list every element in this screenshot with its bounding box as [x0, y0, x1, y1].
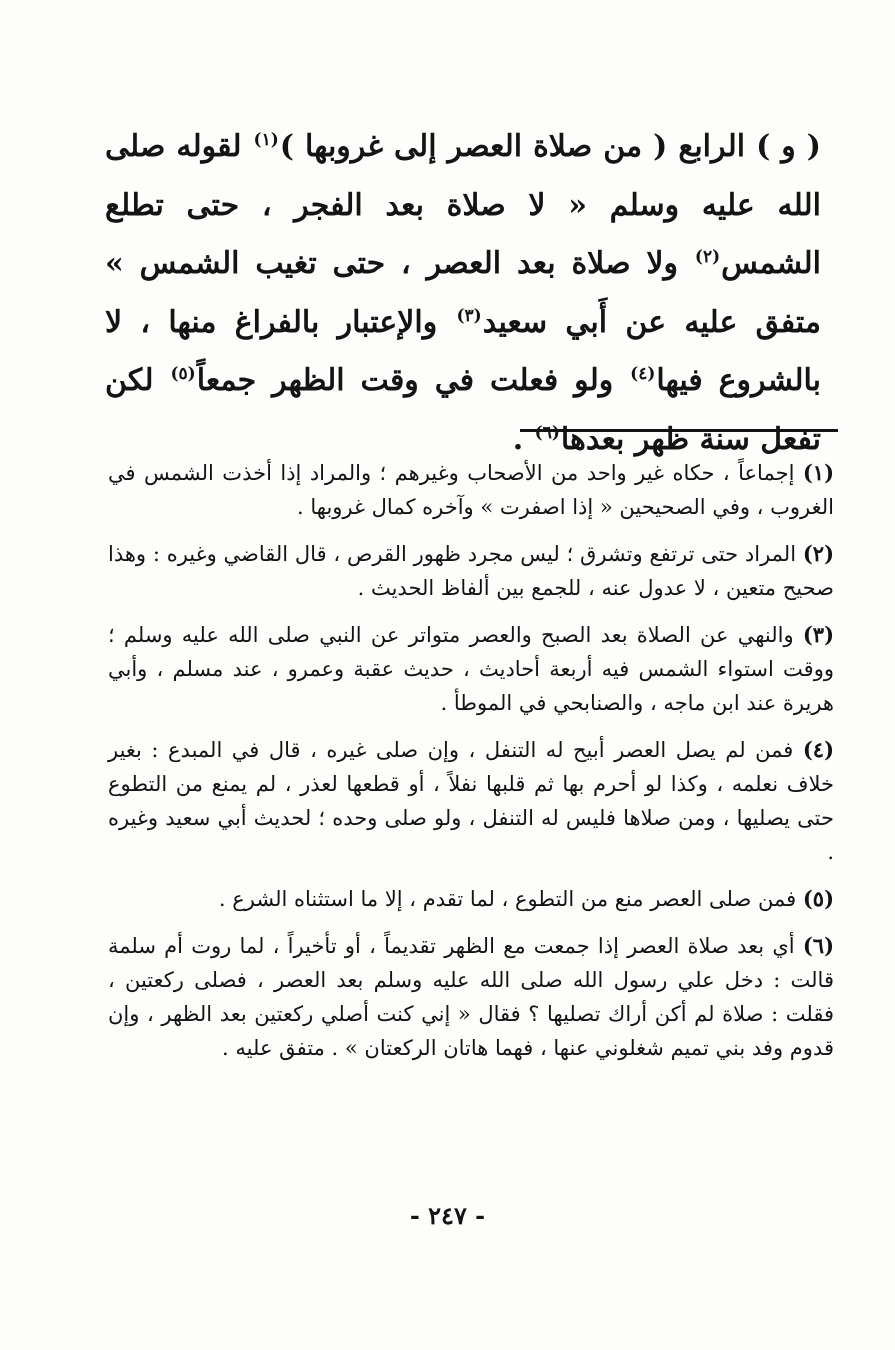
- footnote-text: أي بعد صلاة العصر إذا جمعت مع الظهر تقديماً ، أو تأخيراً ، لما روت أم سلمة قالت : دخل علي رسول الله صلى الله عليه وسلم بعد العصر ، فصلى ركعتين ، فقلت : صلاة لم أكن أراك تصليها ؟ فقال « إني كنت أصلي ركعتين بعد الظهر ، وإن قدوم وفد بني تميم شغلوني عنها ، فهما هاتان الركعتان » . متفق عليه .: [108, 934, 834, 1060]
- main-text-segment: ولو فعلت في وقت الظهر جمعاً: [196, 363, 630, 398]
- footnote-number: (٢): [802, 541, 834, 566]
- footnote-text: والنهي عن الصلاة بعد الصبح والعصر متواتر عن النبي صلى الله عليه وسلم ؛ ووقت استواء الشمس فيه أربعة أحاديث ، حديث عقبة وعمرو ، عند مسلم ، وأبي هريرة عند ابن ماجه ، والصنابحي في الموطأ .: [108, 623, 834, 715]
- footnote-text: فمن لم يصل العصر أبيح له التنفل ، وإن صلى غيره ، قال في المبدع : بغير خلاف نعلمه ، وكذا لو أحرم بها ثم قلبها نفلاً ، أو قطعها لعذر ، لم يمنع من التطوع حتى يصليها ، ومن صلاها فليس له التنفل ، ولو صلى وحده ؛ لحديث أبي سعيد وغيره .: [108, 738, 834, 864]
- footnote-ref-3: (٣): [456, 305, 482, 326]
- footnote-6: [108, 929, 834, 1065]
- footnote-number: (١): [802, 460, 834, 485]
- main-text-segment: لقوله صلى الله عليه وسلم « لا صلاة بعد الفجر ، حتى تطلع الشمس: [105, 129, 821, 281]
- main-text-segment: ( و ) الرابع ( من صلاة العصر إلى غروبها ): [279, 129, 821, 164]
- main-text-segment: ولا صلاة بعد العصر ، حتى تغيب الشمس » متفق عليه عن أَبي سعيد: [105, 246, 821, 340]
- main-text: [105, 118, 821, 469]
- footnote-text: المراد حتى ترتفع وتشرق ؛ ليس مجرد ظهور القرص ، قال القاضي وغيره : وهذا صحيح متعين ، لا عدول عنه ، للجمع بين ألفاظ الحديث .: [108, 542, 834, 600]
- main-text-segment: والإعتبار بالفراغ منها ، لا بالشروع فيها: [105, 304, 821, 398]
- footnote-text: فمن صلى العصر منع من التطوع ، لما تقدم ، إلا ما استثناه الشرع .: [218, 887, 803, 911]
- footnote-number: (٥): [802, 886, 834, 911]
- footnote-ref-2: (٢): [694, 247, 721, 267]
- footnote-number: (٤): [802, 737, 834, 762]
- page-number: - ٢٤٧ -: [409, 1201, 486, 1230]
- footnote-5: [108, 882, 834, 916]
- footnote-ref-1: (١): [253, 130, 279, 150]
- footnote-text: إجماعاً ، حكاه غير واحد من الأصحاب وغيرهم ؛ والمراد إذا أخذت الشمس في الغروب ، وفي الصحيحين « إذا اصفرت » وآخره كمال غروبها .: [108, 461, 834, 519]
- footnote-number: (٣): [802, 622, 834, 647]
- footnote-ref-4: (٤): [630, 364, 656, 384]
- footnote-3: [108, 618, 834, 720]
- footnotes: [108, 456, 834, 1078]
- footnote-ref-5: (٥): [170, 364, 196, 384]
- footnote-2: [108, 537, 834, 605]
- footnote-4: [108, 733, 834, 869]
- footnote-number: (٦): [802, 933, 834, 958]
- main-text-segment: .: [512, 421, 534, 457]
- main-text-segment: لكن تفعل سنة ظهر بعدها: [105, 363, 821, 457]
- footnote-separator: [520, 429, 838, 432]
- main-paragraph: [105, 118, 821, 469]
- footnote-ref-6: (٦): [534, 422, 560, 443]
- footnote-1: [108, 456, 834, 524]
